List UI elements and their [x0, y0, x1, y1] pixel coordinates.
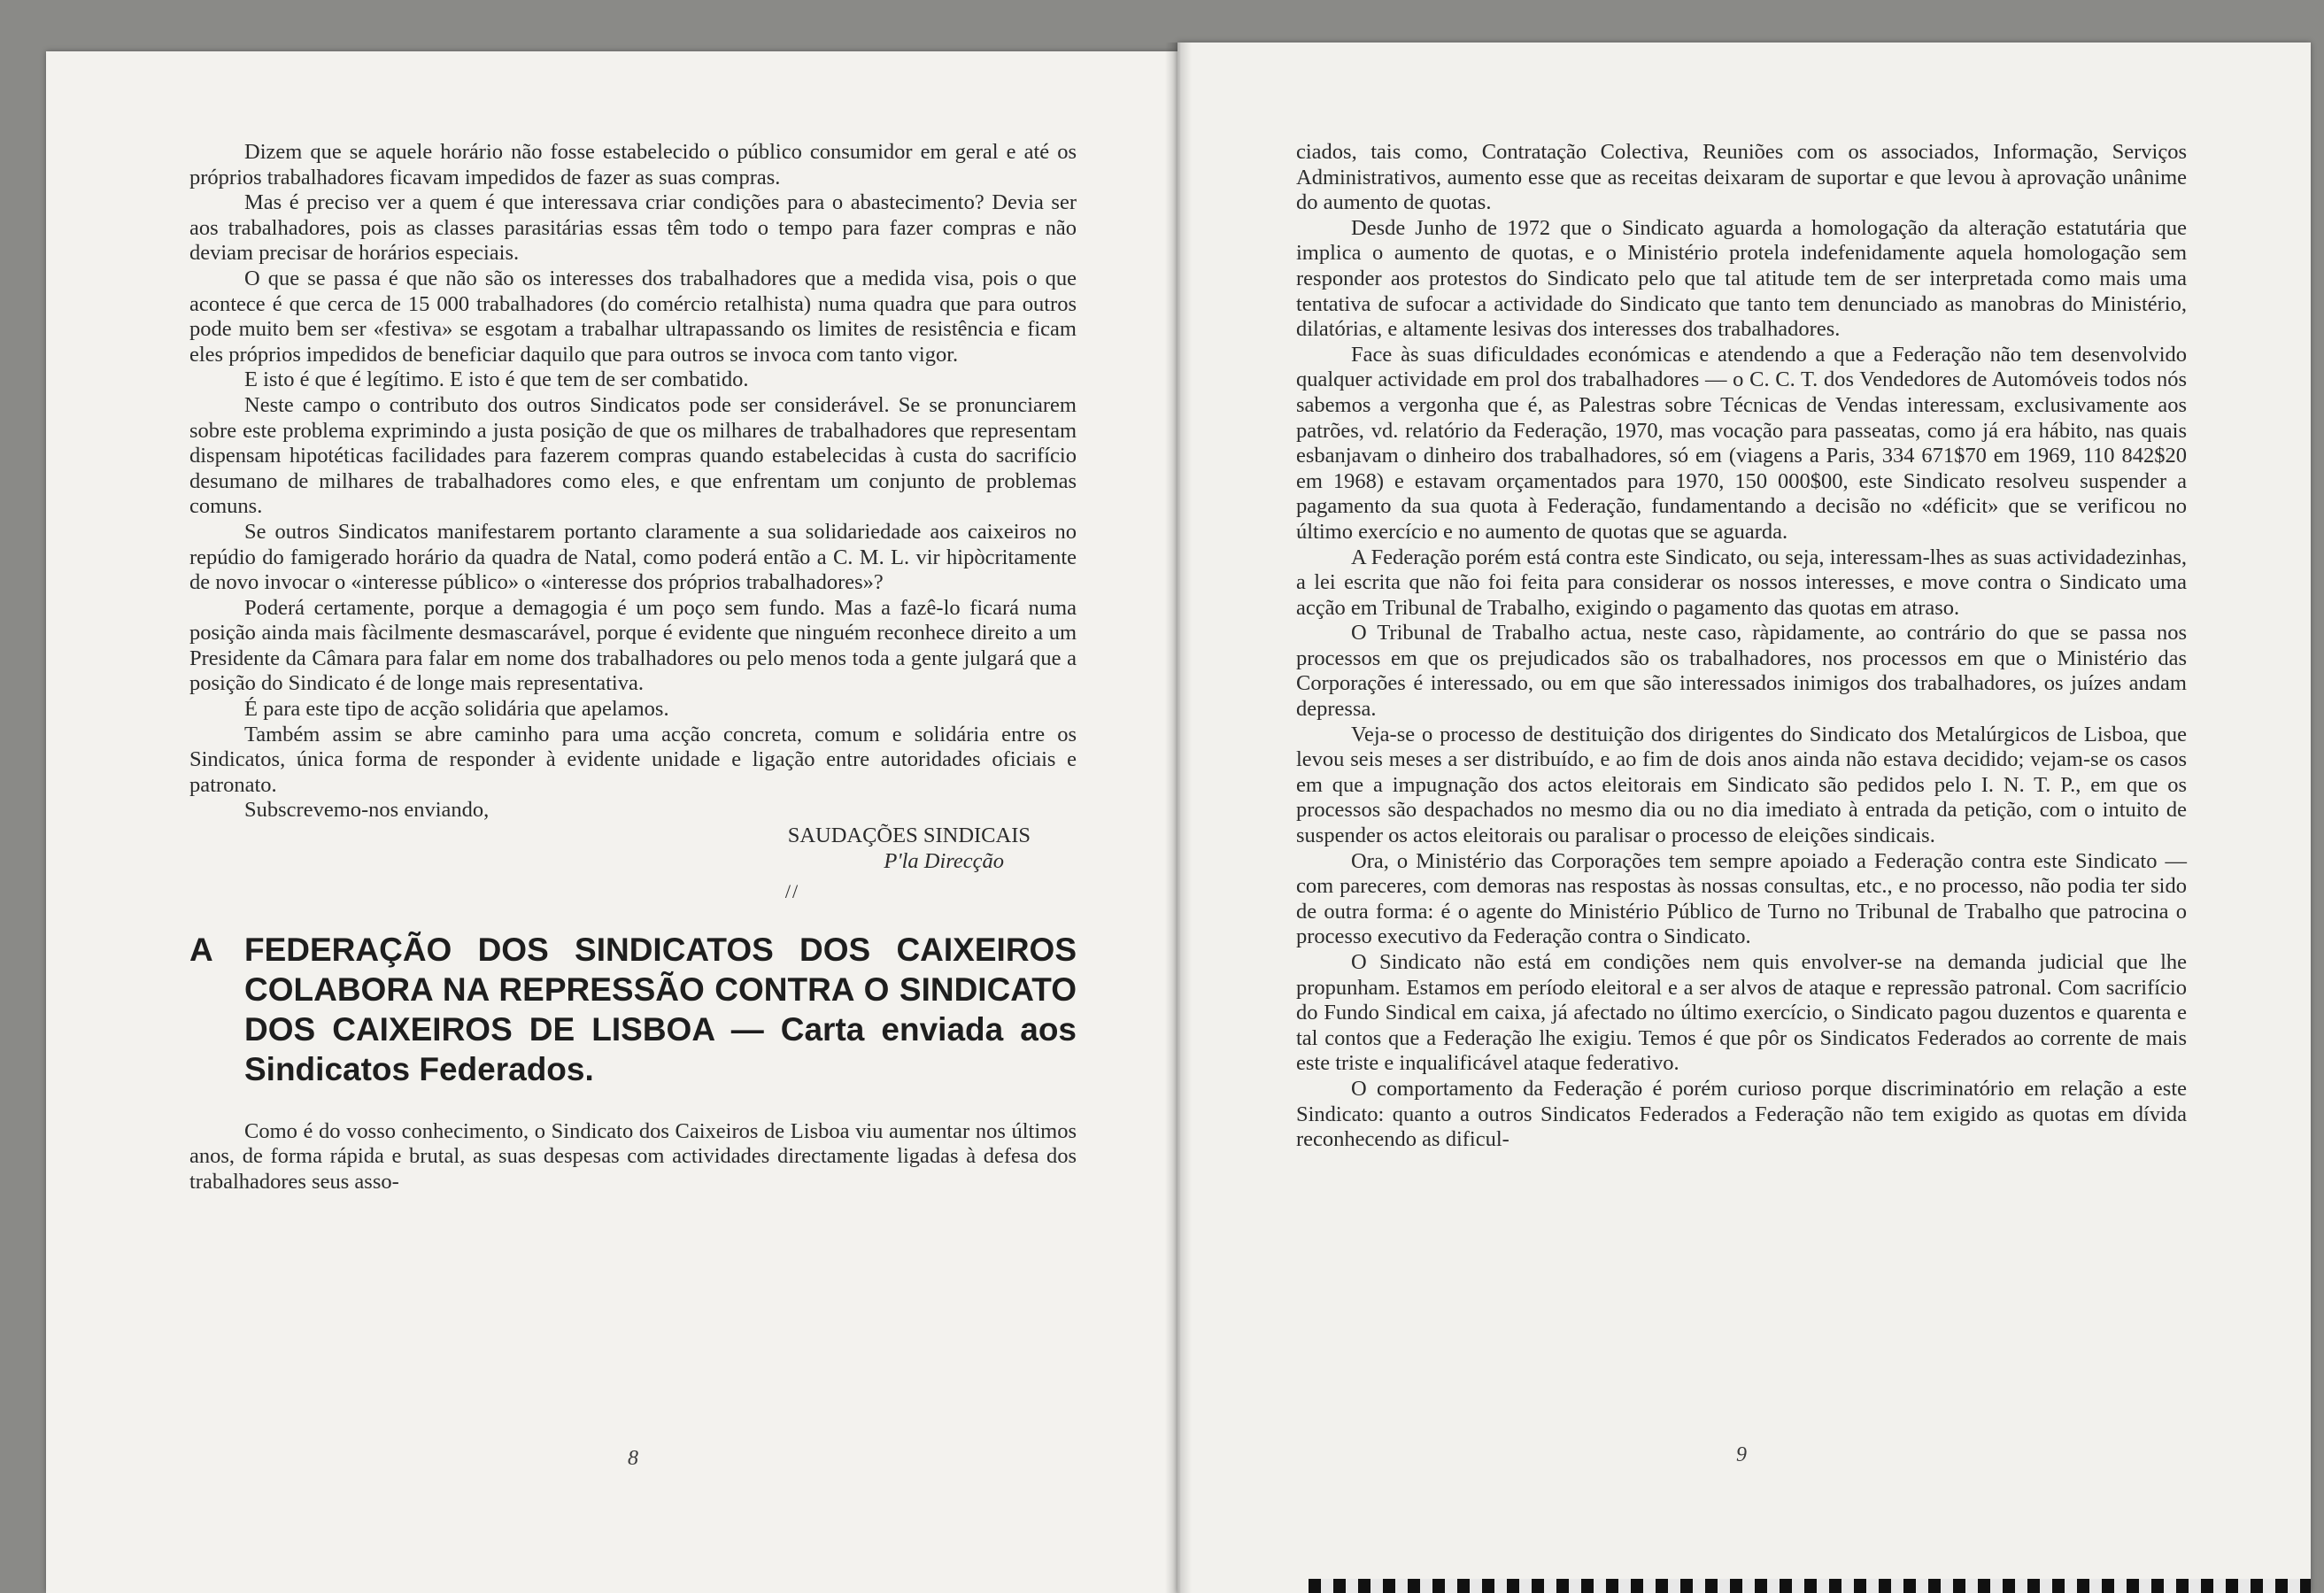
- left-paragraph: Dizem que se aquele horário não fosse estabelecido o público consumidor em geral e até os próprios trabalhadores ficavam impedidos de fazer as suas compras.: [189, 140, 1077, 189]
- closing-line: Subscrevemo-nos enviando,: [244, 798, 490, 823]
- right-paragraph: Ora, o Ministério das Corporações tem sempre apoiado a Federação contra este Sindicato — com pareceres, com demoras nas respostas às nossas consultas, etc., e no processo, não podia ter sido de outra forma: é o agente do Ministério Público de Turno no Tribunal de Trabalho que patrocina o processo executivo da Federação contra o Sindicato.: [1296, 848, 2187, 949]
- scan-scale-bar: [1309, 1579, 2311, 1593]
- headline-text: FEDERAÇÃO DOS SINDICATOS DOS CAIXEIROS COLABORA NA REPRESSÃO CONTRA O SINDICATO DOS CAIXEIROS DE LISBOA — Carta enviada aos Sindicatos Federados.: [244, 931, 1077, 1087]
- right-paragraph: O comportamento da Federação é porém curioso porque discriminatório em relação a este Sindicato: quanto a outros Sindicatos Federados a Federação não tem exigido as quotas em dívida reconhecendo as dificul-: [1296, 1076, 2187, 1152]
- right-page-text-column: [1296, 140, 2187, 1153]
- right-paragraph: O Sindicato não está em condições nem quis envolver-se na demanda judicial que lhe propunham. Estamos em período eleitoral e a ser alvos de ataque e repressão patronal. Com sacrifício do Fundo Sindical em caixa, já afectado no último exercício, o Sindicato pagou duzentos e quarenta e tal contos que a Federação lhe exigiu. Temos é que pôr os Sindicatos Federados ao corrente de mais este triste e inqualificável ataque federativo.: [1296, 950, 2187, 1076]
- left-paragraph: Poderá certamente, porque a demagogia é um poço sem fundo. Mas a fazê-lo ficará numa posição ainda mais fàcilmente desmascarável, porque é evidente que ninguém reconhece direito a um Presidente da Câmara para falar em nome dos trabalhadores ou pelo menos toda a gente julgará que a posição do Sindicato é de longe mais representativa.: [189, 595, 1077, 696]
- right-paragraph: Desde Junho de 1972 que o Sindicato aguarda a homologação da alteração estatutária que implica o aumento de quotas, e o Ministério protela indefenidamente aquela homologação sem responder aos protestos do Sindicato pelo que tal atitude tem de ser interpretada como mais uma tentativa de sufocar a actividade do Sindicato que tanto tem denunciado as manobras do Ministério, dilatórias, e altamente lesivas dos interesses dos trabalhadores.: [1296, 215, 2187, 342]
- left-paragraph: É para este tipo de acção solidária que apelamos.: [244, 697, 669, 722]
- section-separator: //: [784, 880, 800, 903]
- left-paragraph: O que se passa é que não são os interesses dos trabalhadores que a medida visa, pois o que acontece é que cerca de 15 000 trabalhadores (do comércio retalhista) numa quadra que para outros pode muito bem ser «festiva» se esgotam a trabalhar ultrapassando os limites de resistência e ficam eles próprios impedidos de beneficiar daquilo que para outros se invoca com tanto vigor.: [189, 266, 1077, 367]
- article-headline: [189, 930, 1077, 1089]
- book-gutter: [1165, 43, 1192, 1593]
- left-page-text-column: [189, 140, 1077, 1195]
- right-paragraph: O Tribunal de Trabalho actua, neste caso, ràpidamente, ao contrário do que se passa nos processos em que os prejudicados são os trabalhadores, nos processos em que o Ministério das Corporações é interessado, ou em que são interessados inimigos dos trabalhadores, os juízes andam depressa.: [1296, 621, 2187, 722]
- page-number-left: 8: [628, 1447, 638, 1470]
- right-paragraph: A Federação porém está contra este Sindicato, ou seja, interessam-lhes as suas actividadezinhas, a lei escrita que não foi feita para considerar os nossos interesses, e move contra o Sindicato uma acção em Tribunal de Trabalho, exigindo o pagamento das quotas em atraso.: [1296, 545, 2187, 620]
- left-paragraph: Também assim se abre caminho para uma acção concreta, comum e solidária entre os Sindicatos, única forma de responder à evidente unidade e ligação entre autoridades oficiais e patronato.: [189, 722, 1077, 797]
- left-paragraph: Neste campo o contributo dos outros Sindicatos pode ser considerável. Se se pronunciarem sobre este problema exprimindo a justa posição de que os milhares de trabalhadores que representam dispensam hipotéticas facilidades para fazerem compras quando estabelecidas à custa do sacrifício desumano de milhares de trabalhadores como eles, e que enfrentam um conjunto de problemas comuns.: [189, 392, 1077, 519]
- headline-initial: A: [189, 931, 213, 968]
- right-paragraph: ciados, tais como, Contratação Colectiva, Reuniões com os associados, Informação, Serviços Administrativos, aumento esse que as receitas deixaram de suportar e que levou à aprovação unânime do aumento de quotas.: [1296, 140, 2187, 215]
- left-paragraph: Como é do vosso conhecimento, o Sindicato dos Caixeiros de Lisboa viu aumentar nos últimos anos, de forma rápida e brutal, as suas despesas com actividades directamente ligadas à defesa dos trabalhadores seus asso-: [189, 1118, 1077, 1194]
- right-paragraph: Veja-se o processo de destituição dos dirigentes do Sindicato dos Metalúrgicos de Lisboa, que levou seis meses a ser distribuído, e ao fim de dois anos ainda não estava decidido; vejam-se os casos em que a impugnação dos actos eleitorais em Sindicato são pedidos pelo I. N. T. P., em que os processos são despachados no mesmo dia ou no dia imediato à entrada da petição, com o intuito de suspender os actos eleitorais ou paralisar o processo de eleições sindicais.: [1296, 722, 2187, 848]
- left-paragraph: Mas é preciso ver a quem é que interessava criar condições para o abastecimento? Devia ser aos trabalhadores, pois as classes parasitárias essas têm todo o tempo para fazer compras e não deviam precisar de horários especiais.: [189, 190, 1077, 266]
- signature-direction: P'la Direcção: [884, 848, 1004, 873]
- right-paragraph: Face às suas dificuldades económicas e atendendo a que a Federação não tem desenvolvido qualquer actividade em prol dos trabalhadores — o C. C. T. dos Vendedores de Automóveis todos nós sabemos a vergonha que é, as Palestras sobre Técnicas de Vendas interessam, exclusivamente aos patrões, vd. relatório da Federação, 1970, mas vocação para passeatas, como já era hábito, nas quais esbanjavam o dinheiro dos trabalhadores, só em (viagens a Paris, 334 671$70 em 1969, 110 842$20 em 1968) e estavam orçamentados para 1970, 150 000$00, este Sindicato resolveu suspender a pagamento da sua quota à Federação, fundamentando a decisão no «déficit» que se verificou no último exercício e no aumento de quotas que se aguarda.: [1296, 342, 2187, 544]
- page-number-right: 9: [1736, 1443, 1747, 1466]
- signature-greeting: SAUDAÇÕES SINDICAIS: [787, 824, 1031, 848]
- left-paragraph: E isto é que é legítimo. E isto é que tem de ser combatido.: [244, 367, 749, 392]
- left-paragraph: Se outros Sindicatos manifestarem portanto claramente a sua solidariedade aos caixeiros no repúdio do famigerado horário da quadra de Natal, como poderá então a C. M. L. vir hipòcritamente de novo invocar o «interesse público» o «interesse dos próprios trabalhadores»?: [189, 519, 1077, 595]
